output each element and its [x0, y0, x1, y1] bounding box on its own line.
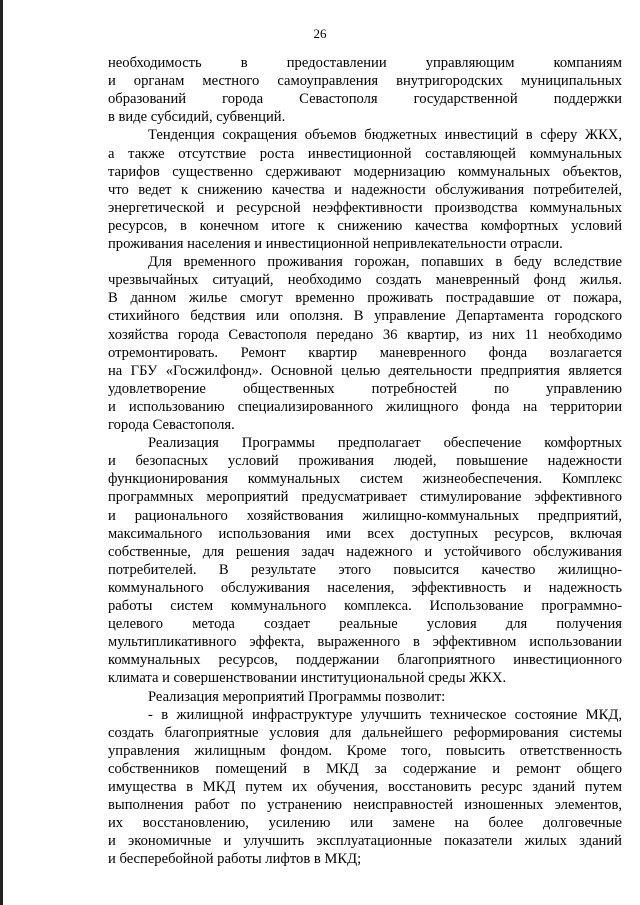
text-line: потребителей. В результате этого повысится качество жилищно- [108, 561, 622, 578]
paragraph-first-line: Для временного проживания горожан, попавших в беду вследствие [148, 254, 622, 271]
text-line: климата и совершенствовании институциональной среды ЖКХ. [108, 670, 507, 687]
text-line: максимального использования ими всех доступных ресурсов, включая [108, 525, 622, 542]
text-line: на ГБУ «Госжилфонд». Основной целью деятельности предприятия является [108, 362, 622, 379]
paragraph-first-line: Реализация мероприятий Программы позволит: [148, 688, 446, 705]
text-line: что ведет к снижению качества и надежности обслуживания потребителей, [108, 181, 622, 198]
text-line: коммунального обслуживания населения, эффективность и надежность [108, 579, 622, 596]
page-number: 26 [313, 26, 327, 41]
text-line: создать благоприятные условия для дальнейшего реформирования системы [108, 724, 622, 741]
paragraph-first-line: Тенденция сокращения объемов бюджетных инвестиций в сферу ЖКХ, [148, 127, 622, 144]
text-line: их восстановлению, усилению или замене на более долговечные [108, 815, 622, 832]
text-line: стихийного бедствия или оползня. В управление Департамента городского [108, 308, 622, 325]
text-line: мультипликативного эффекта, выраженного в эффективном использовании [108, 634, 622, 651]
text-line: собственные, для решения задач надежного и устойчивого обслуживания [108, 543, 622, 560]
text-line: удовлетворение общественных потребностей по управлению [108, 380, 622, 397]
scan-left-edge [0, 0, 3, 905]
text-line: коммунальных ресурсов, поддержании благоприятного инвестиционного [108, 652, 622, 669]
paragraph-first-line: - в жилищной инфраструктуре улучшить техническое состояние МКД, [148, 706, 622, 723]
text-line: имущества в МКД путем их обучения, восстановить ресурс зданий путем [108, 779, 622, 795]
paragraph-first-line: Реализация Программы предполагает обеспечение комфортных [148, 435, 622, 452]
text-line: и использованию специализированного жилищного фонда на территории [108, 398, 622, 415]
text-line: собственников помещений в МКД за содержание и ремонт общего [108, 760, 622, 777]
text-line: в виде субсидий, субвенций. [108, 109, 286, 126]
text-line: целевого метода создает реальные условия для получения [108, 616, 622, 633]
text-line: работы систем коммунального комплекса. Использование программно- [108, 598, 622, 614]
text-line: и экономичные и улучшить эксплуатационные показатели жилых зданий [108, 833, 622, 850]
text-line: В данном жилье смогут временно проживать пострадавшие от пожара, [108, 290, 622, 307]
text-line: энергетической и ресурсной неэффективности производства коммунальных [108, 199, 622, 216]
text-line: отремонтировать. Ремонт квартир маневренного фонда возлагается [108, 344, 622, 361]
text-line: города Севастополя. [108, 417, 235, 433]
text-line: выполнения работ по устранению неисправностей изношенных элементов, [108, 797, 622, 814]
text-line: проживания населения и инвестиционной непривлекательности отрасли. [108, 236, 563, 252]
text-line: а также отсутствие роста инвестиционной составляющей коммунальных [108, 145, 622, 162]
text-line: и безопасных условий проживания людей, повышение надежности [108, 453, 622, 470]
text-line: тарифов существенно сдерживают модернизацию коммунальных объектов, [108, 163, 622, 180]
text-line: и органам местного самоуправления внутригородских муниципальных [108, 73, 622, 90]
text-line: программных мероприятий предусматривает стимулирование эффективного [108, 489, 622, 506]
text-line: хозяйства города Севастополя передано 36 квартир, из них 11 необходимо [108, 326, 622, 343]
text-line: и рационального хозяйствования жилищно-коммунальных предприятий, [108, 507, 622, 524]
text-line: функционирования коммунальных систем жизнеобеспечения. Комплекс [108, 471, 622, 488]
text-line: необходимость в предоставлении управляющим компаниям [108, 55, 622, 71]
text-line: и бесперебойной работы лифтов в МКД; [108, 851, 362, 868]
text-line: образований города Севастополя государственной поддержки [108, 91, 622, 108]
text-line: управления жилищным фондом. Кроме того, повысить ответственность [108, 742, 622, 759]
text-line: ресурсов, в конечном итоге к снижению качества комфортных условий [108, 217, 622, 234]
text-line: чрезвычайных ситуаций, необходимо создать маневренный фонд жилья. [108, 272, 622, 289]
